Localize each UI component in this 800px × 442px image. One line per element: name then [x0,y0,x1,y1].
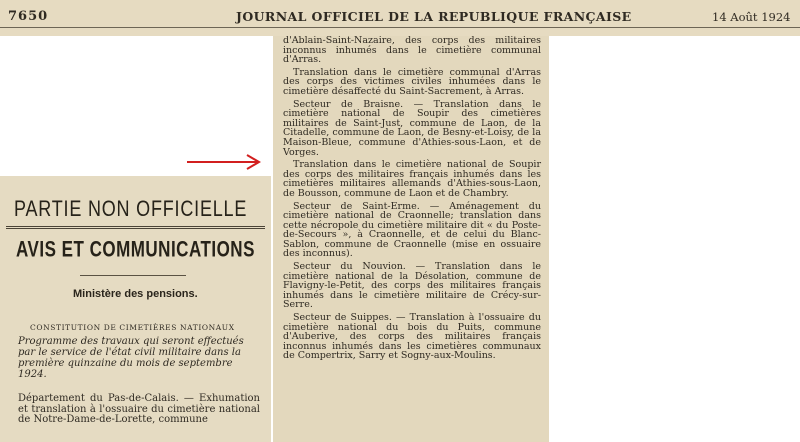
paragraph: Secteur de Suippes. — Translation à l'ossuaire du cimetière national du bois du Puits, commune d'Auberive, des corps des militaires français inconnus inhumés dans les cimetières communaux de Compertrix, Sarry et Sogny-aux-Moulins. [283,312,541,362]
section-title: PARTIE NON OFFICIELLE [14,196,248,221]
issue-date: 14 Août 1924 [712,10,791,24]
article-text [283,36,541,364]
paragraph: Secteur de Saint-Erme. — Aménagement du cimetière national de Craonnelle; translation dans cette nécropole du cimetière militaire dit « du Poste-de-Secours », à Craonnelle, et de celui du Blanc-Sablon, commune de Craonnelle (mise en ossuaire des inconnus). [283,200,541,260]
ministry-name: Ministère des pensions. [73,288,198,300]
paragraph: Secteur du Nouvion. — Translation dans le cimetière national de la Désolation, commune de Flavigny-le-Petit, des corps des militaires français inhumés dans le cimetière militaire de Crécy-sur-Serre. [283,261,541,311]
paragraph: d'Ablain-Saint-Nazaire, des corps des militaires inconnus inhumés dans le cimetière communal d'Arras. [283,36,541,66]
double-rule [6,226,265,229]
right-column-clipping [273,36,549,442]
paragraph: Translation dans le cimetière national de Soupir des corps des militaires français inhumés dans les cimetières militaires allemands d'Athies-sous-Laon, de Bousson, commune de Laon et de Chambry. [283,159,541,199]
section-heading: AVIS ET COMMUNICATIONS [16,237,255,262]
journal-title: JOURNAL OFFICIEL DE LA REPUBLIQUE FRANÇAISE [236,9,632,24]
program-paragraph: Programme des travaux qui seront effectués par le service de l'état civil militaire dans la première quinzaine du mois de septembre 1924. [18,336,244,380]
paragraph: Translation dans le cimetière communal d'Arras des corps des victimes civiles inhumées dans le cimetière désaffecté du Saint-Sacrement, à Arras. [283,66,541,97]
short-rule [80,275,186,276]
left-column-clipping [0,176,271,442]
red-arrow-icon [185,152,265,172]
paragraph: Secteur de Braisne. — Translation dans le cimetière national de Soupir des cimetières militaires de Saint-Just, commune de Laon, de la Citadelle, commune de Laon, de Besny-et-Loisy, de la Maison-Bleue, commune d'Athies-sous-Laon, et de Vorges. [283,98,541,158]
header-rule [0,27,800,28]
department-paragraph: Département du Pas-de-Calais. — Exhumation et translation à l'ossuaire du cimetière national de Notre-Dame-de-Lorette, commune [18,393,260,425]
page-header [0,0,800,36]
page-number: 7650 [8,9,49,24]
subheading: CONSTITUTION DE CIMETIÈRES NATIONAUX [30,323,235,332]
